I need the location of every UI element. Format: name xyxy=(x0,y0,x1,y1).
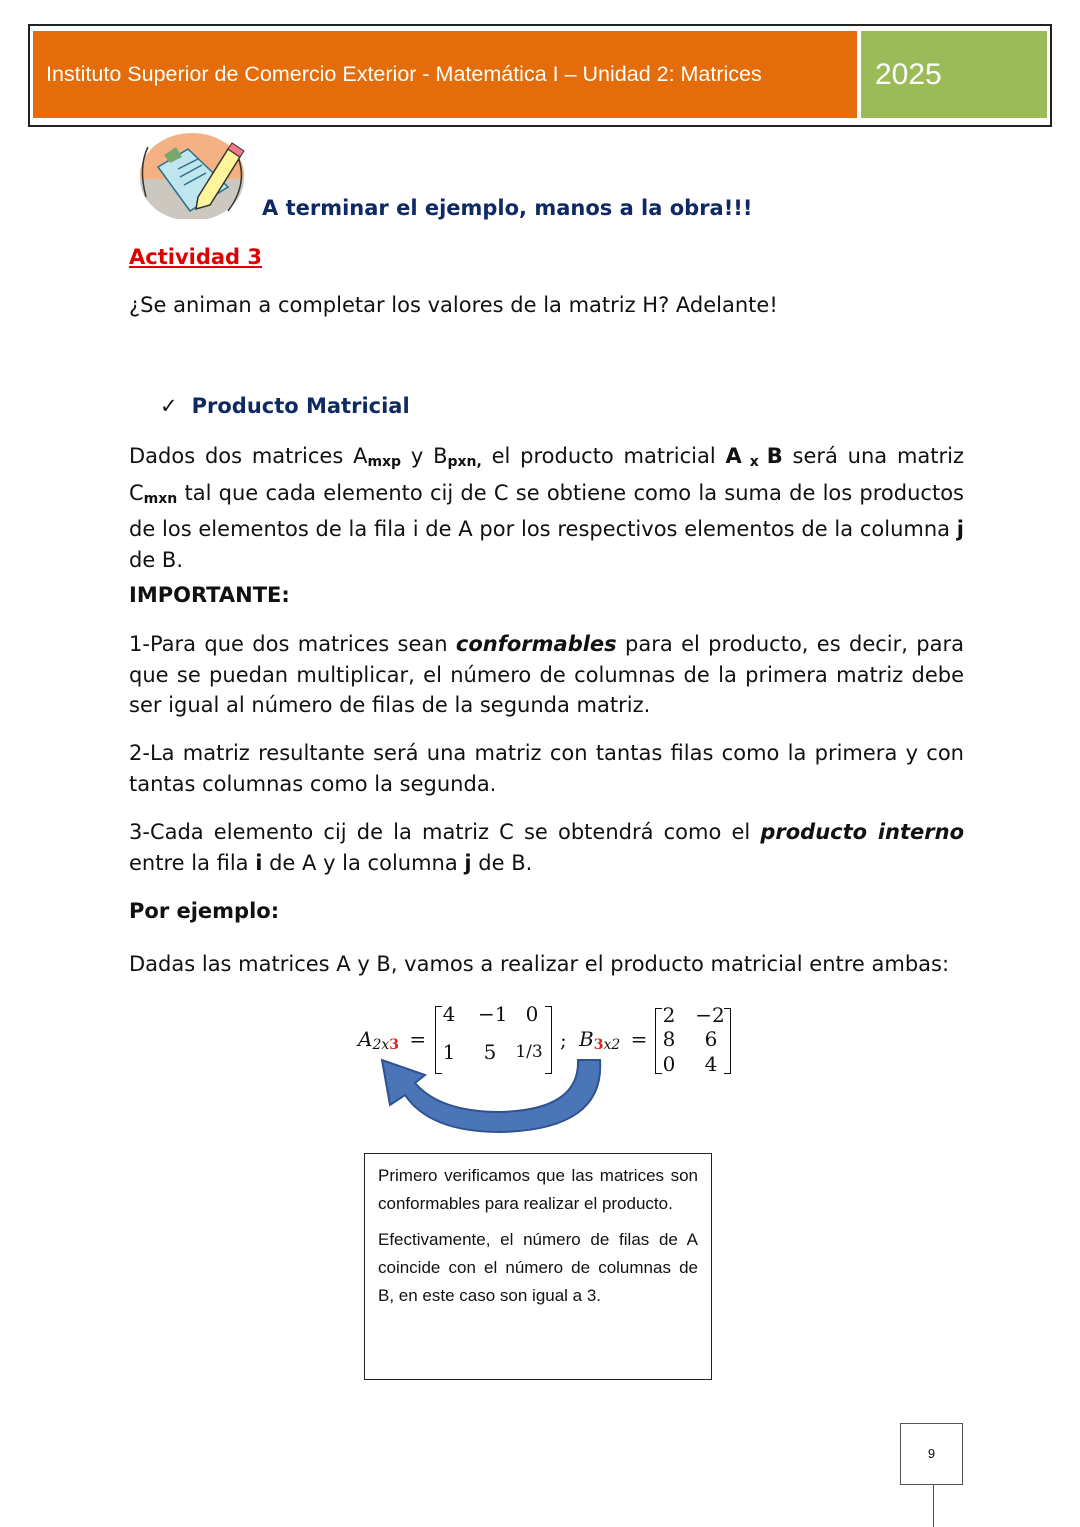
matrix-name: B xyxy=(579,1027,594,1051)
matrix-a-label xyxy=(358,1027,426,1053)
subscript: mxp xyxy=(367,454,402,470)
bracket-right xyxy=(545,1006,552,1074)
text: 3-Cada elemento cij de la matriz C se obtendrá como el xyxy=(129,820,761,844)
page-number: 9 xyxy=(900,1423,963,1485)
cell: 8 xyxy=(662,1027,676,1051)
note-paragraph-1: Primero verificamos que las matrices son conformables para realizar el producto. xyxy=(378,1166,698,1213)
rule-3 xyxy=(129,817,964,878)
subscript-highlight: 3 xyxy=(593,1037,604,1053)
text: de B. xyxy=(471,850,533,875)
example-label: Por ejemplo: xyxy=(129,899,280,923)
cell: 4 xyxy=(442,1002,456,1026)
explanation-box xyxy=(364,1153,712,1380)
equals: = xyxy=(630,1027,648,1051)
cell: −1 xyxy=(478,1002,508,1026)
text: el producto matricial xyxy=(481,444,726,468)
text: j xyxy=(956,517,964,541)
definition-paragraph xyxy=(129,441,964,575)
cell: 1 xyxy=(442,1040,456,1064)
text: B xyxy=(766,444,783,468)
text: de B. xyxy=(129,547,184,572)
subscript: pxn, xyxy=(447,454,482,470)
checkmark-icon: ✓ xyxy=(160,394,178,418)
important-label: IMPORTANTE: xyxy=(129,583,290,607)
rule-2: 2-La matriz resultante será una matriz con tantas filas como la primera y con tantas columnas como la segunda. xyxy=(129,741,964,796)
subscript-highlight: 3 xyxy=(389,1037,400,1053)
section-title: Producto Matricial xyxy=(191,394,410,418)
cell: 2 xyxy=(662,1003,676,1027)
cell: 6 xyxy=(704,1027,718,1051)
text: entre la fila xyxy=(129,850,256,875)
equals: = xyxy=(409,1027,427,1051)
note-paragraph-2: Efectivamente, el número de filas de A coincide con el número de columnas de B, en este caso son igual a 3. xyxy=(378,1230,698,1305)
example-intro: Dadas las matrices A y B, vamos a realizar el producto matricial entre ambas: xyxy=(129,952,950,976)
text: j xyxy=(464,850,472,875)
subscript: mxn xyxy=(143,490,178,507)
separator: ; xyxy=(560,1028,567,1052)
text: tal que cada elemento cij de C se obtiene como la suma de los productos de los elementos de la fila i de A por los respectivos elementos de la columna xyxy=(129,480,964,541)
cell: 0 xyxy=(662,1052,676,1076)
header-title: Instituto Superior de Comercio Exterior - Matemática I – Unidad 2: Matrices xyxy=(33,31,857,118)
cell-fraction: 1/3 xyxy=(515,1042,543,1062)
activity-question: ¿Se animan a completar los valores de la matriz H? Adelante! xyxy=(129,293,778,317)
activity-title: Actividad 3 xyxy=(129,245,262,269)
text: de A y la columna xyxy=(262,850,465,875)
text: A xyxy=(725,444,742,468)
text: producto interno xyxy=(760,820,964,844)
text: Dados dos matrices A xyxy=(129,444,368,468)
cell: −2 xyxy=(695,1003,725,1027)
text: para el producto, es decir, para que se puedan multiplicar, el número de columnas de la primera matriz debe ser igual al número de filas de la segunda matriz. xyxy=(129,632,964,717)
cell: 4 xyxy=(704,1052,718,1076)
subscript: 2x xyxy=(372,1037,390,1053)
matrix-name: A xyxy=(358,1027,373,1051)
rule-1 xyxy=(129,629,964,721)
text: conformables xyxy=(455,632,617,656)
intro-heading: A terminar el ejemplo, manos a la obra!!! xyxy=(262,196,753,220)
cell: 0 xyxy=(525,1002,539,1026)
text: será una matriz C xyxy=(129,444,964,505)
text: 1-Para que dos matrices sean xyxy=(129,632,456,656)
text: y B xyxy=(401,444,448,468)
text: i xyxy=(255,850,263,875)
notepad-pencil-icon xyxy=(128,127,254,219)
cell: 5 xyxy=(483,1040,497,1064)
header-year: 2025 xyxy=(861,31,1047,118)
divider xyxy=(933,1485,934,1527)
subscript: x2 xyxy=(603,1037,621,1053)
matrix-b-label xyxy=(579,1027,647,1053)
subscript: x xyxy=(741,454,767,470)
